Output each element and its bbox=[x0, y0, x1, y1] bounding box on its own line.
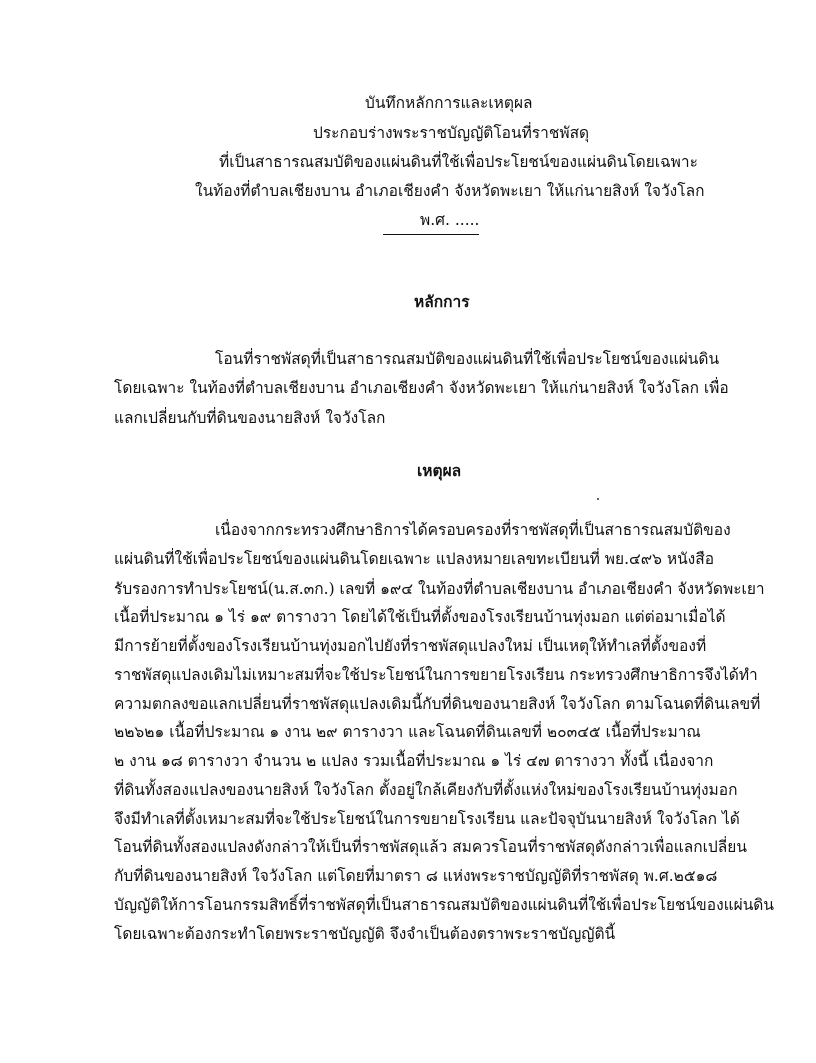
reason-line: โดยเฉพาะต้องกระทำโดยพระราชบัญญัติ จึงจำเป็นต้องตราพระราชบัญญัตินี้ bbox=[114, 925, 616, 943]
reason-line: โอนที่ดินทั้งสองแปลงดังกล่าวให้เป็นที่ราชพัสดุแล้ว สมควรโอนที่ราชพัสดุดังกล่าวเพื่อแลกเปลี่ยน bbox=[114, 838, 747, 856]
reason-paragraph bbox=[114, 0, 774, 1063]
reason-line: ความตกลงขอแลกเปลี่ยนที่ราชพัสดุแปลงเดิมนี้กับที่ดินของนายสิงห์ ใจวังโลก ตามโฉนดที่ดินเลขที่ bbox=[114, 695, 761, 713]
reason-line: แผ่นดินที่ใช้เพื่อประโยชน์ของแผ่นดินโดยเฉพาะ แปลงหมายเลขทะเบียนที่ พย.๔๙๖ หนังสือ bbox=[114, 550, 715, 568]
reason-line: เนื้อที่ประมาณ ๑ ไร่ ๑๙ ตารางวา โดยได้ใช้เป็นที่ตั้งของโรงเรียนบ้านทุ่งมอก แต่ต่อมาเมื่อได้ bbox=[114, 608, 726, 626]
principle-heading: หลักการ bbox=[414, 292, 470, 311]
reason-line: รับรองการทำประโยชน์(น.ส.๓ก.) เลขที่ ๑๙๔ ในท้องที่ตำบลเชียงบาน อำเภอเชียงคำ จังหวัดพะเยา bbox=[114, 580, 765, 598]
reason-line: มีการย้ายที่ตั้งของโรงเรียนบ้านทุ่งมอกไปยังที่ราชพัสดุแปลงใหม่ เป็นเหตุให้ทำเลที่ตั้งของที่ bbox=[114, 637, 707, 655]
reason-line: จึงมีทำเลที่ตั้งเหมาะสมที่จะใช้ประโยชน์ในการขยายโรงเรียน และปัจจุบันนายสิงห์ ใจวังโลก ได้ bbox=[114, 810, 740, 828]
memo-title: บันทึกหลักการและเหตุผล bbox=[365, 94, 533, 112]
reason-line: บัญญัติให้การโอนกรรมสิทธิ์ที่ราชพัสดุที่เป็นสาธารณสมบัติของแผ่นดินที่ใช้เพื่อประโยชน์ของแผ่นดิน bbox=[114, 896, 774, 914]
memo-year: พ.ศ. ..... bbox=[420, 211, 480, 229]
reason-line: เนื่องจากกระทรวงศึกษาธิการได้ครอบครองที่ราชพัสดุที่เป็นสาธารณสมบัติของ bbox=[215, 521, 731, 539]
principle-line: แลกเปลี่ยนกับที่ดินของนายสิงห์ ใจวังโลก bbox=[114, 409, 386, 427]
reason-line: ๒ งาน ๑๘ ตารางวา จำนวน ๒ แปลง รวมเนื้อที่ประมาณ ๑ ไร่ ๔๗ ตารางวา ทั้งนี้ เนื่องจาก bbox=[114, 752, 714, 770]
reason-heading: เหตุผล bbox=[417, 461, 462, 480]
reason-line: ที่ดินทั้งสองแปลงของนายสิงห์ ใจวังโลก ตั้งอยู่ใกล้เคียงกับที่ตั้งแห่งใหม่ของโรงเรียนบ้านทุ่งมอก bbox=[114, 781, 738, 799]
principle-line: โอนที่ราชพัสดุที่เป็นสาธารณสมบัติของแผ่นดินที่ใช้เพื่อประโยชน์ของแผ่นดิน bbox=[215, 350, 720, 368]
reason-line: กับที่ดินของนายสิงห์ ใจวังโลก แต่โดยที่มาตรา ๘ แห่งพระราชบัญญัติที่ราชพัสดุ พ.ศ.๒๕๑๘ bbox=[114, 867, 718, 885]
reason-line: ๒๒๖๒๑ เนื้อที่ประมาณ ๑ งาน ๒๙ ตารางวา และโฉนดที่ดินเลขที่ ๒๐๓๔๕ เนื้อที่ประมาณ bbox=[114, 723, 701, 741]
memo-subtitle-2: ที่เป็นสาธารณสมบัติของแผ่นดินที่ใช้เพื่อประโยชน์ของแผ่นดินโดยเฉพาะ bbox=[219, 153, 698, 171]
memo-subtitle-1: ประกอบร่างพระราชบัญญัติโอนที่ราชพัสดุ bbox=[313, 124, 590, 142]
memo-subtitle-3: ในท้องที่ตำบลเชียงบาน อำเภอเชียงคำ จังหวัดพะเยา ให้แก่นายสิงห์ ใจวังโลก bbox=[195, 182, 705, 200]
reason-line: ราชพัสดุแปลงเดิมไม่เหมาะสมที่จะใช้ประโยชน์ในการขยายโรงเรียน กระทรวงศึกษาธิการจึงได้ทำ bbox=[114, 666, 758, 684]
principle-line: โดยเฉพาะ ในท้องที่ตำบลเชียงบาน อำเภอเชียงคำ จังหวัดพะเยา ให้แก่นายสิงห์ ใจวังโลก เพื่อ bbox=[114, 379, 729, 397]
